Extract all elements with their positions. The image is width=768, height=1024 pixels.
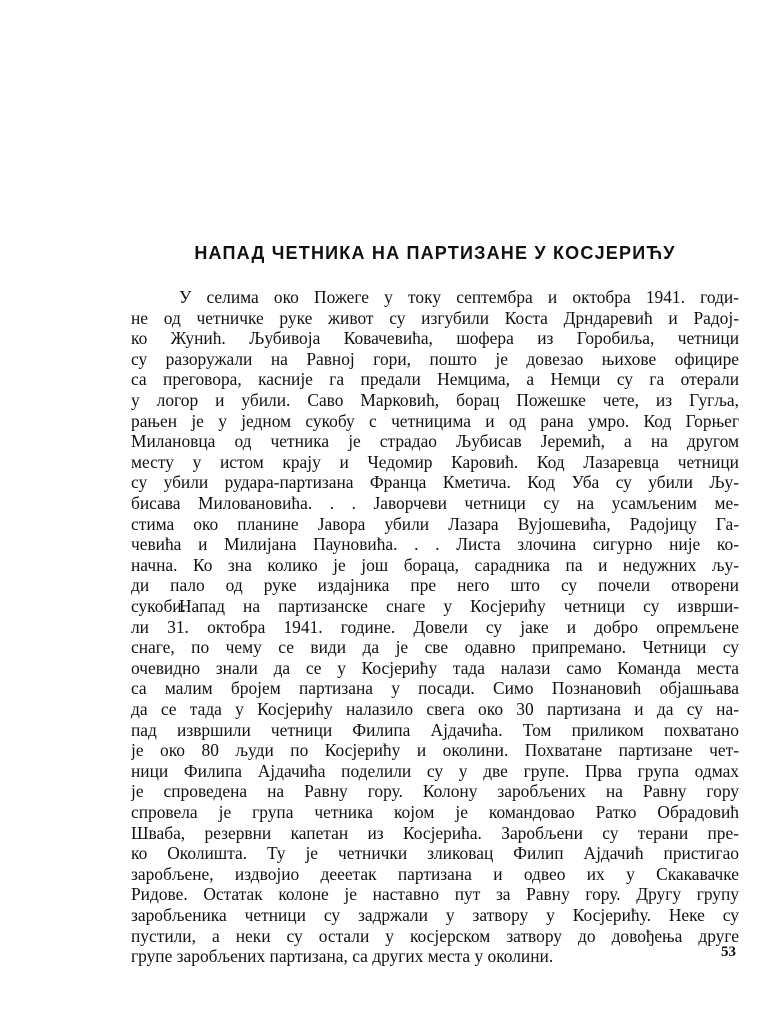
text-line: да се тада у Косјерићу налазило свега око 30 партизана и да су на- bbox=[131, 698, 739, 719]
text-line: Шваба, резервни капетан из Косјерића. Заробљени су терани пре- bbox=[131, 822, 739, 843]
text-line: снаге, по чему се види да је све одавно припремано. Четници су bbox=[131, 637, 739, 658]
text-line: спровела је група четника којом је командовао Ратко Обрадовић bbox=[131, 801, 739, 822]
text-line: са малим бројем партизана у посади. Симо Познановић објашњава bbox=[131, 678, 739, 699]
text-line: у логор и убили. Саво Марковић, борац Пожешке чете, из Гугља, bbox=[131, 389, 739, 410]
text-line: су разоружали на Равној гори, пошто је довезао њихове официре bbox=[131, 348, 739, 369]
text-line: пад извршили четници Филипа Ајдачића. Том приликом похватано bbox=[131, 719, 739, 740]
text-line: Напад на партизанске снаге у Косјерићу четници су изврши- bbox=[179, 596, 739, 616]
text-line: месту у истом крају и Чедомир Каровић. Код Лазаревца четници bbox=[131, 451, 739, 472]
text-line: чевића и Милијана Пауновића. . . Листа злочина сигурно није ко- bbox=[131, 534, 739, 555]
text-line: начна. Ко зна колико је још бораца, сарадника па и недужних љу- bbox=[131, 554, 739, 575]
text-line: заробљеника четници су задржали у затвору у Косјерићу. Неке су bbox=[131, 904, 739, 925]
text-line: заробљене, издвојио дееетак партизана и одвео их у Скакавачке bbox=[131, 863, 739, 884]
text-line: су убили рудара-партизана Франца Кметича. Код Уба су убили Љу- bbox=[131, 472, 739, 493]
text-line: је око 80 људи по Косјерићу и околини. Похватане партизане чет- bbox=[131, 740, 739, 761]
text-line: Ридове. Остатак колоне је наставно пут за Равну гору. Другу групу bbox=[131, 884, 739, 905]
text-line: ници Филипа Ајдачића поделили су у две групе. Прва група одмах bbox=[131, 760, 739, 781]
text-line: пустили, а неки су остали у косјерском затвору до довођења друге bbox=[131, 925, 739, 946]
text-line: са преговора, касније га предали Немцима, а Немци су га отерали bbox=[131, 369, 739, 390]
chapter-heading: НАПАД ЧЕТНИКА НА ПАРТИЗАНЕ У КОСЈЕРИЋУ bbox=[194, 243, 676, 263]
text-line: не од четничке руке живот су изгубили Коста Дрндаревић и Радој- bbox=[131, 307, 739, 328]
text-line: сукоби. bbox=[131, 595, 186, 616]
text-line: ди пало од руке издајника пре него што су почели отворени bbox=[131, 575, 739, 596]
text-line: ко Околишта. Ту је четнички зликовац Филип Ајдачић пристигао bbox=[131, 843, 739, 864]
text-line: ко Жунић. Љубивоја Ковачевића, шофера из Горобиља, четници bbox=[131, 328, 739, 349]
text-line: групе заробљених партизана, са других места у околини. bbox=[131, 946, 554, 967]
text-line: је спроведена на Равну гору. Колону заробљених на Равну гору bbox=[131, 781, 739, 802]
text-line: очевидно знали да се у Косјерићу тада налази само Команда места bbox=[131, 657, 739, 678]
text-line: рањен је у једном сукобу с четницима и од рана умро. Код Горњег bbox=[131, 410, 739, 431]
page-number: 53 bbox=[721, 944, 736, 960]
paragraph-1 bbox=[131, 287, 739, 617]
paragraph-2 bbox=[131, 596, 739, 967]
text-line: ли 31. октобра 1941. године. Довели су јаке и добро опремљене bbox=[131, 616, 739, 637]
text-line: стима око планине Јавора убили Лазара Вујошевића, Радојицу Га- bbox=[131, 513, 739, 534]
text-line: бисава Миловановића. . . Јаворчеви четници су на усамљеним ме- bbox=[131, 492, 739, 513]
text-line: Милановца од четника је страдао Љубисав Јеремић, а на другом bbox=[131, 431, 739, 452]
text-line: У селима око Пожеге у току септембра и октобра 1941. годи- bbox=[179, 287, 739, 307]
